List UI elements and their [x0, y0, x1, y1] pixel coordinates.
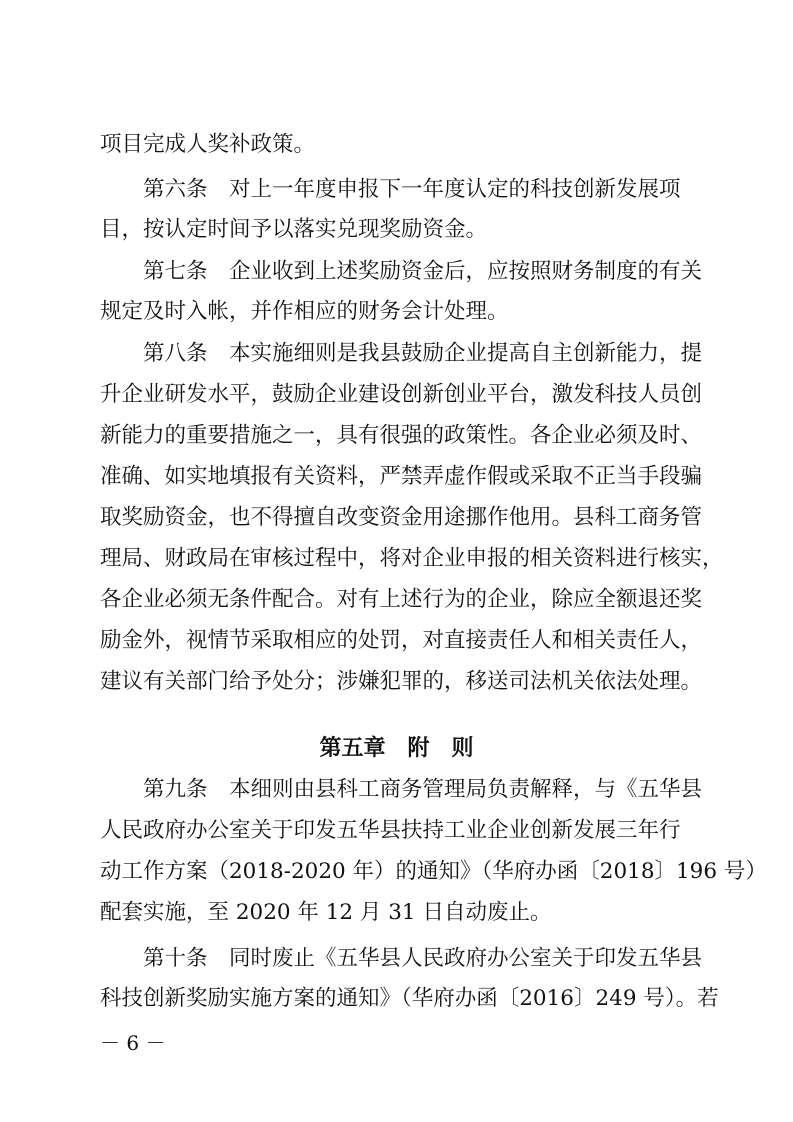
text-line: 项目完成人奖补政策。 — [100, 132, 316, 157]
text-line: 各企业必须无条件配合。对有上述行为的企业，除应全额退还奖 — [100, 587, 703, 612]
text-line: 理局、财政局在审核过程中，将对企业申报的相关资料进行核实， — [100, 546, 724, 571]
chapter-heading: 第五章 附 则 — [319, 736, 474, 761]
text-line: 第七条 企业收到上述奖励资金后，应按照财务制度的有关 — [143, 259, 703, 284]
text-line: 第九条 本细则由县科工商务管理局负责解释，与《五华县 — [143, 777, 703, 802]
text-line: 动工作方案（2018-2020 年）的通知》（华府办函〔2018〕196 号） — [100, 859, 767, 884]
text-line: 新能力的重要措施之一，具有很强的政策性。各企业必须及时、 — [100, 423, 703, 448]
page-number: － 6 － — [100, 1031, 166, 1055]
text-line: 升企业研发水平，鼓励企业建设创新创业平台，激发科技人员创 — [100, 382, 703, 407]
text-line: 规定及时入帐，并作相应的财务会计处理。 — [100, 299, 509, 324]
text-line: 配套实施，至 2020 年 12 月 31 日自动废止。 — [100, 900, 552, 925]
text-line: 科技创新奖励实施方案的通知》（华府办函〔2016〕249 号）。若 — [100, 986, 719, 1011]
text-line: 取奖励资金，也不得擅自改变资金用途挪作他用。县科工商务管 — [100, 505, 703, 530]
text-line: 目，按认定时间予以落实兑现奖励资金。 — [100, 217, 488, 242]
text-line: 第六条 对上一年度申报下一年度认定的科技创新发展项 — [143, 177, 681, 202]
text-line: 人民政府办公室关于印发五华县扶持工业企业创新发展三年行 — [100, 818, 681, 843]
text-line: 建议有关部门给予处分；涉嫌犯罪的，移送司法机关依法处理。 — [100, 669, 703, 694]
text-line: 励金外，视情节采取相应的处罚，对直接责任人和相关责任人， — [100, 628, 703, 653]
text-line: 第八条 本实施细则是我县鼓励企业提高自主创新能力，提 — [143, 341, 703, 366]
text-line: 准确、如实地填报有关资料，严禁弄虚作假或采取不正当手段骗 — [100, 464, 703, 489]
text-line: 第十条 同时废止《五华县人民政府办公室关于印发五华县 — [143, 946, 703, 971]
